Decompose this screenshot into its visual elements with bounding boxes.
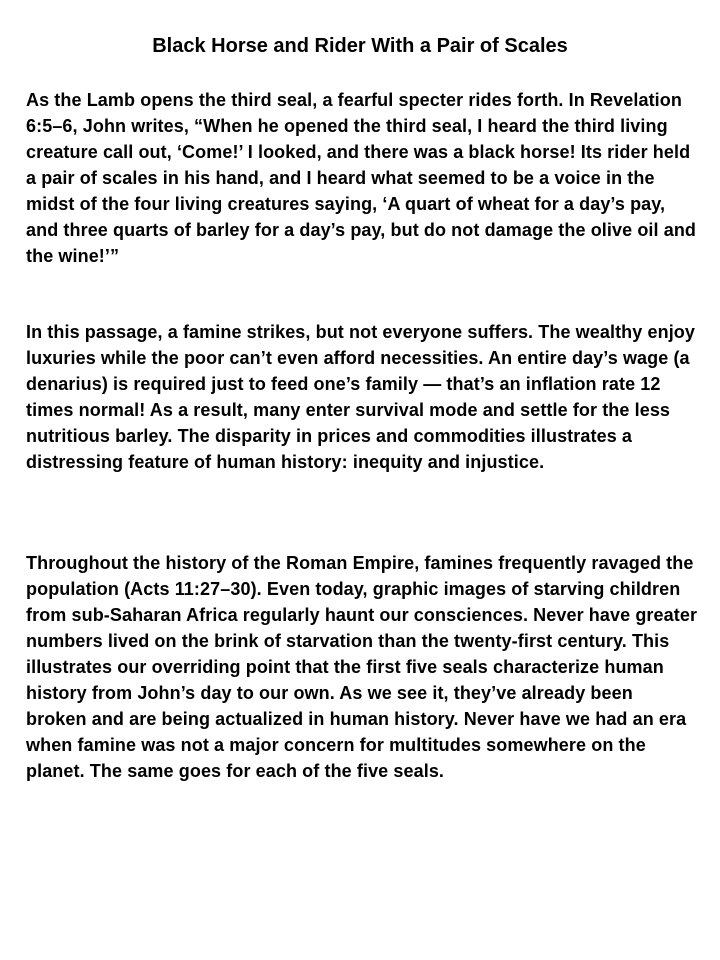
page-title: Black Horse and Rider With a Pair of Scales (152, 35, 568, 57)
paragraph-3: Throughout the history of the Roman Empire, famines frequently ravaged the population (Acts 11:27–30). Even today, graphic images of starving children from sub-Saharan Africa regularly haunt our consciences. Never have greater numbers lived on the brink of starvation than the twenty-first century. This illustrates our overriding point that the first five seals characterize human history from John’s day to our own. As we see it, they’ve already been broken and are being actualized in human history. Never have we had an era when famine was not a major concern for multitudes somewhere on the planet. The same goes for each of the five seals. (26, 553, 698, 781)
paragraph-2: In this passage, a famine strikes, but not everyone suffers. The wealthy enjoy luxuries while the poor can’t even afford necessities. An entire day’s wage (a denarius) is required just to feed one’s family — that’s an inflation rate 12 times normal! As a result, many enter survival mode and settle for the less nutritious barley. The disparity in prices and commodities illustrates a distressing feature of human history: inequity and injustice. (26, 322, 696, 472)
paragraph-1: As the Lamb opens the third seal, a fearful specter rides forth. In Revelation 6:5–6, John writes, “When he opened the third seal, I heard the third living creature call out, ‘Come!’ I looked, and there was a black horse! Its rider held a pair of scales in his hand, and I heard what seemed to be a voice in the midst of the four living creatures saying, ‘A quart of wheat for a day’s pay, and three quarts of barley for a day’s pay, but do not damage the olive oil and the wine!’” (26, 90, 697, 266)
